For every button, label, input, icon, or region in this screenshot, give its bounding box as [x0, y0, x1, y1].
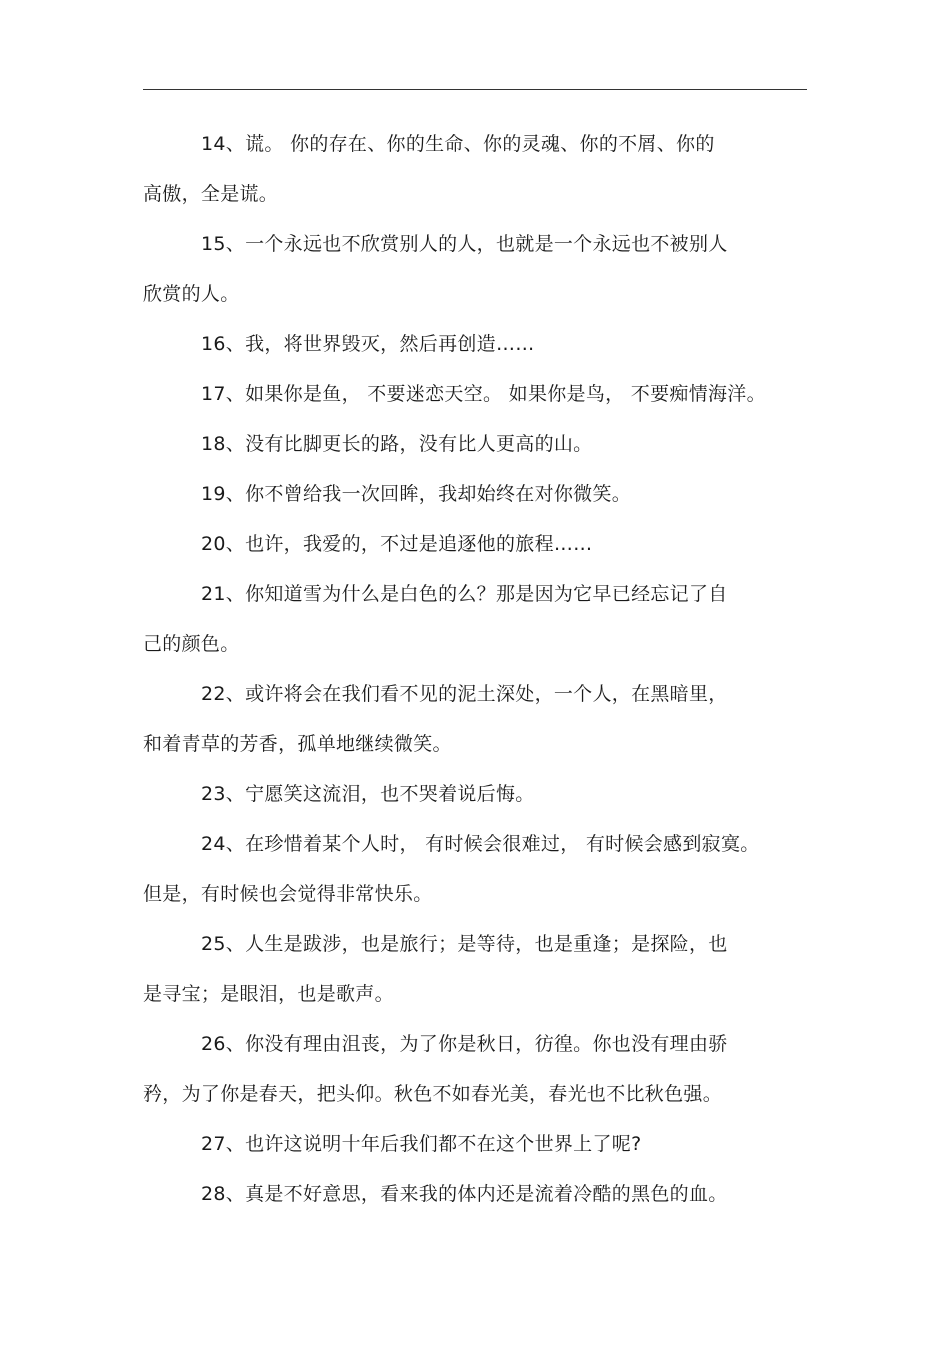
paragraph-line: 和着青草的芳香，孤单地继续微笑。: [143, 733, 452, 755]
paragraph-line: 28、真是不好意思，看来我的体内还是流着冷酷的黑色的血。: [201, 1183, 728, 1205]
document-body: [143, 119, 793, 1219]
paragraph-line: 26、你没有理由沮丧，为了你是秋日，彷徨。你也没有理由骄: [201, 1033, 728, 1055]
paragraph-line: 23、宁愿笑这流泪，也不哭着说后悔。: [201, 783, 535, 805]
paragraph-line: 14、谎。 你的存在、你的生命、你的灵魂、你的不屑、你的: [201, 133, 715, 155]
paragraph-line: 矜，为了你是春天，把头仰。秋色不如春光美，春光也不比秋色强。: [143, 1083, 723, 1105]
paragraph-line: 24、在珍惜着某个人时， 有时候会很难过， 有时候会感到寂寞。: [201, 833, 760, 855]
paragraph-line: 高傲，全是谎。: [143, 183, 279, 205]
paragraph-line: 19、你不曾给我一次回眸，我却始终在对你微笑。: [201, 483, 632, 505]
paragraph-line: 己的颜色。: [143, 633, 240, 655]
paragraph-line: 18、没有比脚更长的路，没有比人更高的山。: [201, 433, 593, 455]
paragraph-line: 27、也许这说明十年后我们都不在这个世界上了呢?: [201, 1133, 642, 1155]
paragraph-line: 22、或许将会在我们看不见的泥土深处，一个人，在黑暗里，: [201, 683, 728, 705]
paragraph-line: 16、我，将世界毁灭，然后再创造……: [201, 333, 535, 355]
paragraph-line: 21、你知道雪为什么是白色的么？那是因为它早已经忘记了自: [201, 583, 728, 605]
paragraph-line: 17、如果你是鱼， 不要迷恋天空。 如果你是鸟， 不要痴情海洋。: [201, 383, 766, 405]
paragraph-line: 欣赏的人。: [143, 283, 240, 305]
header-rule: [143, 89, 807, 90]
paragraph-line: 是寻宝；是眼泪，也是歌声。: [143, 983, 394, 1005]
paragraph-line: 25、人生是跋涉，也是旅行；是等待，也是重逢；是探险，也: [201, 933, 728, 955]
paragraph-line: 20、也许，我爱的，不过是追逐他的旅程……: [201, 533, 593, 555]
paragraph-line: 但是，有时候也会觉得非常快乐。: [143, 883, 433, 905]
paragraph-line: 15、一个永远也不欣赏别人的人，也就是一个永远也不被别人: [201, 233, 728, 255]
